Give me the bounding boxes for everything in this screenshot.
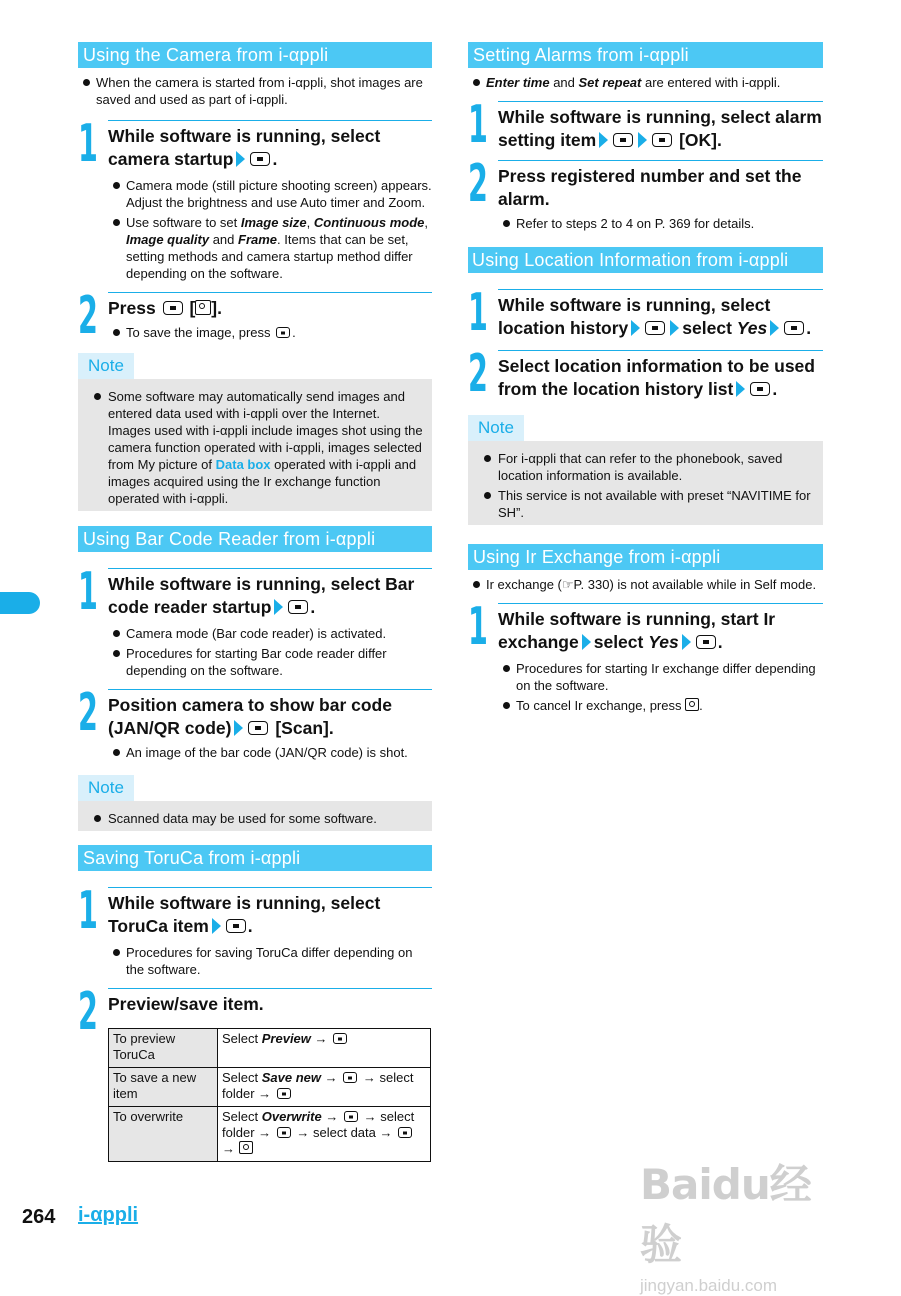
note-box — [78, 801, 432, 831]
note-bullet: Some software may automatically send images and entered data used with i-αppli over the Internet. Images used with i-αppli include images shot using the camera function operated with i-αppli, images selected from My picture of Data box operated with i-αppli and images acquired using the Ir exchange function operated with i-αppli. — [86, 388, 424, 507]
watermark-logo: Baidu经验 — [640, 1160, 811, 1269]
center-key-icon — [750, 382, 770, 396]
note-label: Note — [78, 353, 134, 379]
table-row — [109, 1029, 431, 1068]
arrow-icon — [670, 320, 679, 336]
step-number: 1 — [468, 597, 488, 657]
page-number: 264 — [22, 1206, 56, 1228]
step-bullet: Camera mode (still picture shooting screen) appears. Adjust the brightness and use Auto timer and Zoom. — [108, 177, 432, 211]
step-number: 2 — [468, 344, 488, 404]
table-cell: To overwrite — [109, 1107, 218, 1162]
alarms-intro: Enter time and Set repeat are entered with i-αppli. — [468, 74, 823, 91]
note-bullet: This service is not available with preset “NAVITIME for SH”. — [476, 487, 815, 521]
step-bullet: Procedures for starting Ir exchange differ depending on the software. — [498, 660, 823, 694]
center-key-icon — [277, 1088, 291, 1099]
camera-key-icon — [685, 698, 699, 711]
step-bullet: Camera mode (Bar code reader) is activated. — [108, 625, 432, 642]
step-number: 1 — [468, 283, 488, 343]
step-number: 2 — [78, 683, 98, 743]
step-bullet: To save the image, press . — [108, 324, 432, 341]
arrow-icon — [631, 320, 640, 336]
table-row — [109, 1107, 431, 1162]
section-heading-alarms: Setting Alarms from i-αppli — [468, 42, 823, 68]
step-bullet: Procedures for starting Bar code reader differ depending on the software. — [108, 645, 432, 679]
center-key-icon — [276, 327, 290, 338]
center-key-icon — [645, 321, 665, 335]
step-number: 1 — [468, 95, 488, 155]
center-key-icon — [652, 133, 672, 147]
location-step-1 — [468, 283, 823, 343]
section-heading-barcode: Using Bar Code Reader from i-αppli — [78, 526, 432, 552]
table-row — [109, 1068, 431, 1107]
section-heading-toruca: Saving ToruCa from i-αppli — [78, 845, 432, 871]
center-key-icon — [613, 133, 633, 147]
camera-step-1 — [78, 114, 432, 282]
step-title: Press [ ]. — [108, 298, 222, 318]
table-cell: To preview ToruCa — [109, 1029, 218, 1068]
page-ref-icon: ☞ — [561, 577, 574, 592]
step-title: Select location information to be used from the location history list . — [498, 356, 815, 399]
table-cell: Select Save new → → select folder → — [218, 1068, 431, 1107]
step-title: Position camera to show bar code (JAN/QR code) [Scan]. — [108, 695, 392, 738]
step-title: Preview/save item. — [108, 994, 264, 1014]
section-heading-ir: Using Ir Exchange from i-αppli — [468, 544, 823, 570]
note-box — [468, 441, 823, 525]
step-number: 2 — [78, 982, 98, 1042]
step-bullet: An image of the bar code (JAN/QR code) is shot. — [108, 744, 432, 761]
menu-key-icon — [239, 1141, 253, 1154]
arrow-icon — [582, 634, 591, 650]
step-title: While software is running, select location history select Yes . — [498, 295, 812, 338]
center-key-icon — [784, 321, 804, 335]
data-box-link[interactable]: Data box — [215, 457, 271, 472]
center-key-icon — [288, 600, 308, 614]
toruca-table — [108, 1028, 431, 1162]
step-bullet: To cancel Ir exchange, press . — [498, 697, 823, 714]
note-bullet: For i-αppli that can refer to the phonebook, saved location information is available. — [476, 450, 815, 484]
step-title: While software is running, select alarm setting item [OK]. — [498, 107, 822, 150]
note-box — [78, 379, 432, 511]
center-key-icon — [248, 721, 268, 735]
step-number: 1 — [78, 881, 98, 941]
step-bullet: Use software to set Image size, Continuous mode, Image quality and Frame. Items that can be set, setting methods and camera startup method differ depending on the software. — [108, 214, 432, 282]
step-number: 1 — [78, 562, 98, 622]
alarms-step-1 — [468, 95, 823, 155]
center-key-icon — [398, 1127, 412, 1138]
center-key-icon — [250, 152, 270, 166]
barcode-step-2 — [78, 683, 432, 761]
arrow-icon — [736, 381, 745, 397]
step-number: 2 — [468, 154, 488, 214]
left-column — [78, 42, 432, 1162]
arrow-icon — [682, 634, 691, 650]
center-key-icon — [226, 919, 246, 933]
arrow-icon — [274, 599, 283, 615]
chapter-tab — [0, 592, 40, 614]
arrow-icon — [234, 720, 243, 736]
watermark — [640, 1152, 850, 1295]
note-bullet: Scanned data may be used for some software. — [86, 810, 424, 827]
camera-step-2 — [78, 286, 432, 346]
step-number: 1 — [78, 114, 98, 174]
ir-intro: Ir exchange (☞P. 330) is not available while in Self mode. — [468, 576, 823, 593]
arrow-icon — [212, 918, 221, 934]
arrow-icon — [599, 132, 608, 148]
toruca-step-1 — [78, 881, 432, 978]
camera-icon — [195, 300, 211, 315]
table-cell: Select Preview → — [218, 1029, 431, 1068]
alarms-step-2 — [468, 154, 823, 232]
watermark-url: jingyan.baidu.com — [640, 1276, 778, 1295]
center-key-icon — [163, 301, 183, 315]
section-heading-location: Using Location Information from i-αppli — [468, 247, 823, 273]
step-title: Press registered number and set the alarm. — [498, 166, 802, 209]
ir-step-1 — [468, 597, 823, 714]
right-column — [468, 42, 823, 714]
step-title: While software is running, start Ir exchange select Yes . — [498, 609, 776, 652]
step-number: 2 — [78, 286, 98, 346]
section-heading-camera: Using the Camera from i-αppli — [78, 42, 432, 68]
toruca-step-2 — [78, 982, 432, 1162]
step-title: While software is running, select ToruCa item . — [108, 893, 381, 936]
center-key-icon — [344, 1111, 358, 1122]
arrow-icon — [236, 151, 245, 167]
barcode-step-1 — [78, 562, 432, 679]
location-step-2 — [468, 344, 823, 404]
step-bullet: Procedures for saving ToruCa differ depending on the software. — [108, 944, 432, 978]
center-key-icon — [333, 1033, 347, 1044]
arrow-icon — [638, 132, 647, 148]
center-key-icon — [343, 1072, 357, 1083]
note-label: Note — [468, 415, 524, 441]
step-title: While software is running, select camera startup . — [108, 126, 381, 169]
arrow-icon — [770, 320, 779, 336]
step-title: While software is running, select Bar code reader startup . — [108, 574, 415, 617]
center-key-icon — [696, 635, 716, 649]
camera-intro: When the camera is started from i-αppli, shot images are saved and used as part of i-αppli. — [78, 74, 432, 108]
chapter-title-link[interactable]: i-αppli — [78, 1204, 139, 1226]
center-key-icon — [277, 1127, 291, 1138]
note-label: Note — [78, 775, 134, 801]
table-cell: To save a new item — [109, 1068, 218, 1107]
table-cell: Select Overwrite → → select folder → → select data → → — [218, 1107, 431, 1162]
step-bullet: Refer to steps 2 to 4 on P. 369 for details. — [498, 215, 823, 232]
